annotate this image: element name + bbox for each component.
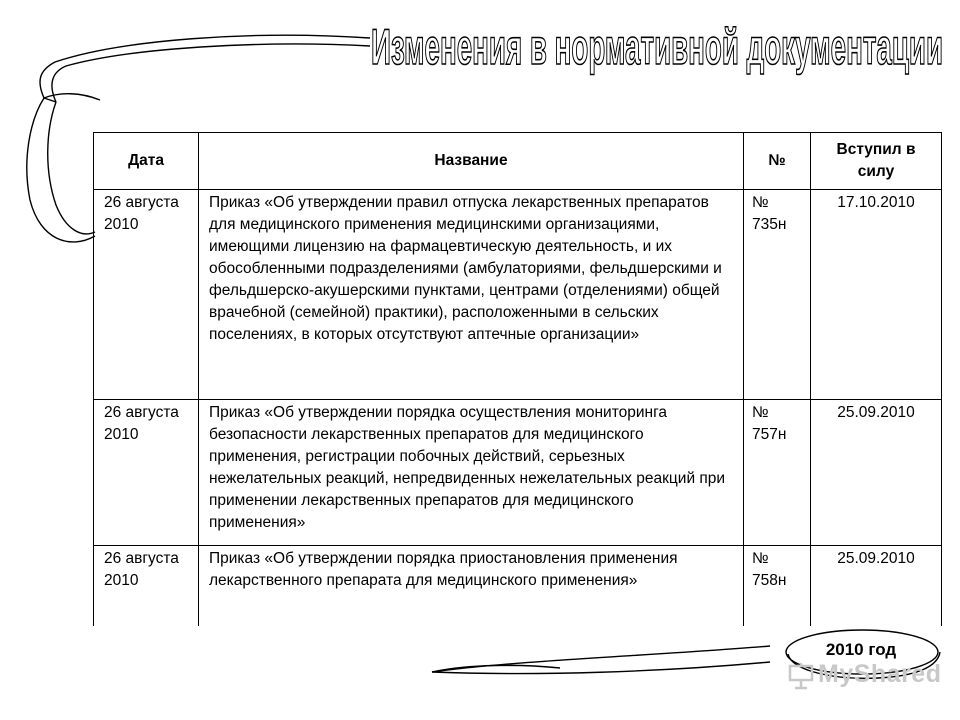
table-row [94,400,942,546]
cell-effective: 25.09.2010 [811,546,942,626]
page-title-text: Изменения в нормативной документации [371,19,943,75]
watermark [778,656,942,696]
watermark-text: MyShared [818,660,942,688]
cell-name: Приказ «Об утверждении правил отпуска лекарственных препаратов для медицинского применения медицинскими организациями, имеющими лицензию на фармацевтическую деятельность, и их обособленными подразделениями (амбулаториями, фельдшерскими и фельдшерско-акушерскими пунктами, центрами (отделениями) общей врачебной (семейной) практики), расположенными в сельских поселениях, в которых отсутствуют аптечные организации» [199,190,744,400]
column-header-effective: Вступил в силу [811,133,942,190]
presentation-icon [788,662,814,690]
cell-effective: 17.10.2010 [811,190,942,400]
cell-name: Приказ «Об утверждении порядка приостановления применения лекарственного препарата для медицинского применения» [199,546,744,626]
table-header-row [94,133,942,190]
column-header-date: Дата [94,133,199,190]
cell-effective: 25.09.2010 [811,400,942,546]
table-row [94,546,942,626]
cell-date: 26 августа 2010 [94,400,199,546]
cell-number: № 757н [744,400,811,546]
documents-table [93,132,942,626]
column-header-name: Название [199,133,744,190]
cell-number: № 758н [744,546,811,626]
table-row [94,190,942,400]
cell-date: 26 августа 2010 [94,190,199,400]
cell-number: № 735н [744,190,811,400]
cell-name: Приказ «Об утверждении порядка осуществления мониторинга безопасности лекарственных препаратов для медицинского применения, регистрации побочных действий, серьезных нежелательных реакций, непредвиденных нежелательных реакций при применении лекарственных препаратов для медицинского применения» [199,400,744,546]
column-header-number: № [744,133,811,190]
page-title [365,4,950,86]
cell-date: 26 августа 2010 [94,546,199,626]
year-label: 2010 год [825,640,897,659]
